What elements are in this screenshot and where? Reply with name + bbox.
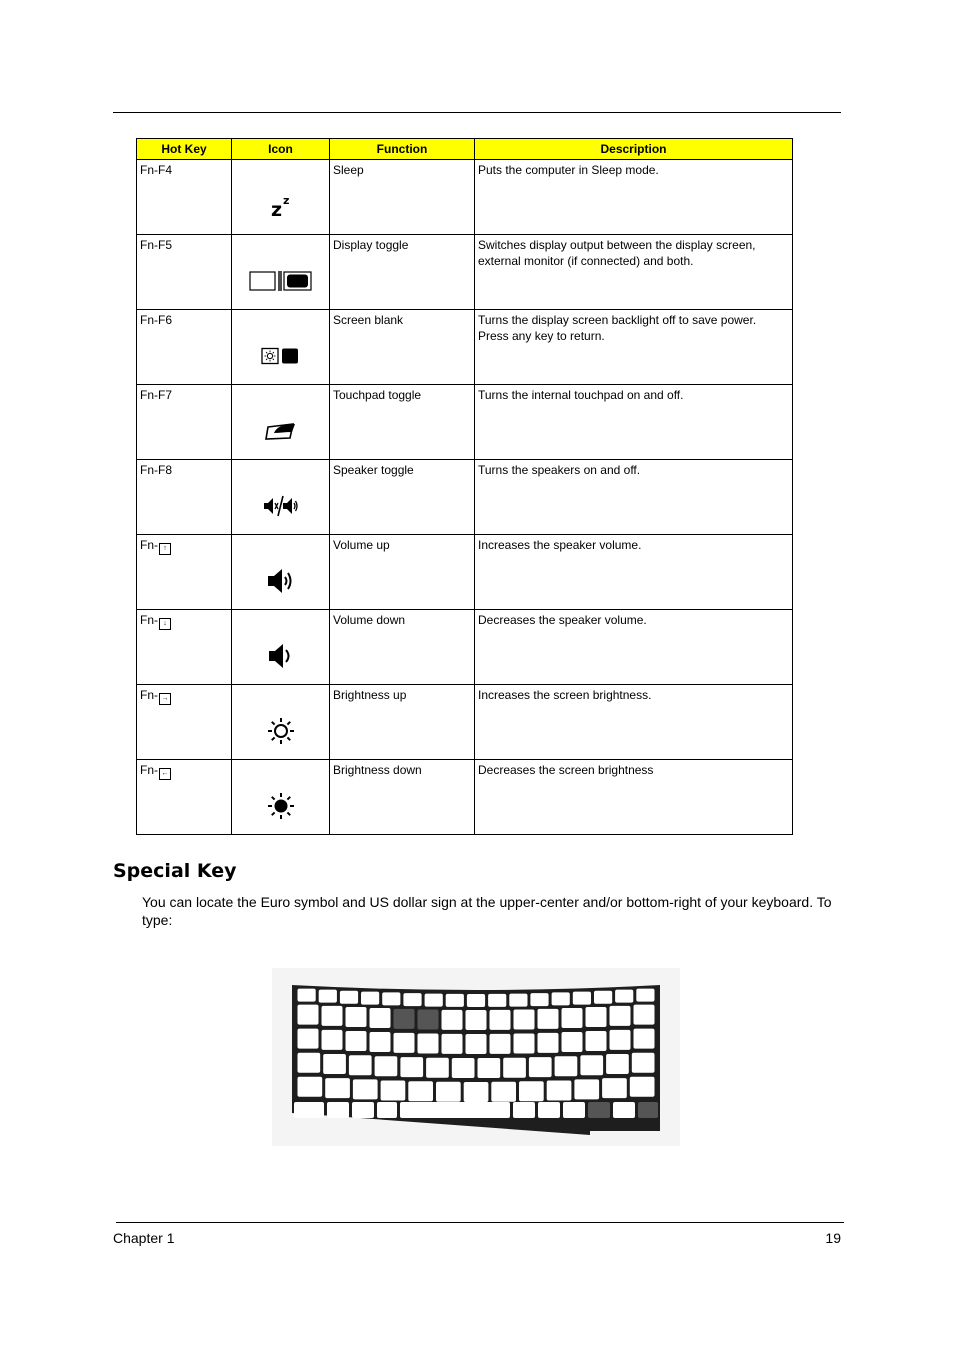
keyboard-key (538, 1033, 559, 1053)
keyboard-key (323, 1054, 346, 1074)
table-row (137, 310, 793, 385)
description-cell: Turns the display screen backlight off to save power. Press any key to return. (475, 310, 793, 385)
volume-down-icon (267, 642, 295, 670)
function-cell: Volume down (330, 610, 475, 685)
arrow-left-key-icon: ← (159, 768, 171, 780)
keyboard-key (377, 1102, 397, 1118)
arrow-right-key-icon: → (159, 693, 171, 705)
keyboard-key (382, 992, 400, 1005)
function-cell: Speaker toggle (330, 460, 475, 535)
hot-key-label: Fn-F5 (140, 238, 173, 252)
hot-key-label: Fn- (140, 688, 158, 702)
currency-key (418, 1010, 439, 1030)
keyboard-key (319, 990, 337, 1003)
hot-key-cell (137, 385, 232, 460)
keyboard-key (400, 1057, 423, 1077)
keyboard-key (298, 1029, 319, 1049)
table-row (137, 685, 793, 760)
keyboard-key (606, 1054, 629, 1074)
keyboard-key (478, 1058, 501, 1078)
keyboard-key (615, 990, 633, 1003)
currency-key (394, 1009, 415, 1029)
table-row (137, 235, 793, 310)
keyboard-key (298, 1077, 323, 1097)
keyboard-key (466, 1010, 487, 1030)
keyboard-key (574, 1079, 599, 1099)
hot-key-label: Fn-F6 (140, 313, 173, 327)
keyboard-key (425, 994, 443, 1007)
keyboard-key (610, 1030, 631, 1050)
keyboard-key (381, 1081, 406, 1101)
icon-cell (232, 385, 330, 460)
icon-cell (232, 535, 330, 610)
keyboard-key (602, 1078, 627, 1098)
keyboard-key (562, 1032, 583, 1052)
keyboard-key (636, 989, 654, 1002)
description-cell: Switches display output between the display screen, external monitor (if connected) and both. (475, 235, 793, 310)
header-function: Function (330, 139, 475, 160)
keyboard-key (586, 1031, 607, 1051)
keyboard-key (467, 994, 485, 1007)
footer-page-number: 19 (825, 1230, 841, 1246)
keyboard-key (403, 993, 421, 1006)
screen-blank-icon (261, 347, 301, 365)
hot-key-cell (137, 460, 232, 535)
keyboard-key (298, 989, 316, 1002)
icon-cell (232, 235, 330, 310)
icon-cell (232, 610, 330, 685)
brightness-up-icon (267, 717, 295, 745)
keyboard-key (349, 1055, 372, 1075)
keyboard-key (586, 1007, 607, 1027)
keyboard-key (325, 1078, 350, 1098)
keyboard-key (513, 1102, 535, 1118)
keyboard-key (594, 991, 612, 1004)
keyboard-key (464, 1082, 489, 1102)
description-cell: Turns the internal touchpad on and off. (475, 385, 793, 460)
keyboard-key (514, 1034, 535, 1054)
section-title: Special Key (113, 860, 237, 882)
volume-up-icon (267, 567, 295, 595)
icon-cell (232, 310, 330, 385)
keyboard-key (514, 1010, 535, 1030)
table-row (137, 610, 793, 685)
hot-key-cell (137, 535, 232, 610)
keyboard-key (634, 1029, 655, 1049)
keyboard-key (509, 994, 527, 1007)
description-cell: Increases the screen brightness. (475, 685, 793, 760)
hot-key-label: Fn-F8 (140, 463, 173, 477)
section-intro: You can locate the Euro symbol and US dollar sign at the upper-center and/or bottom-right of your keyboard. To type: (142, 894, 832, 928)
hot-key-cell (137, 310, 232, 385)
table-row (137, 385, 793, 460)
keyboard-key (418, 1034, 439, 1054)
icon-cell (232, 160, 330, 235)
keyboard-key (361, 992, 379, 1005)
keyboard-key (394, 1033, 415, 1053)
svg-text:z: z (282, 194, 289, 207)
keyboard-key (408, 1081, 433, 1101)
hot-key-label: Fn- (140, 763, 158, 777)
hot-key-label: Fn- (140, 613, 158, 627)
table-header-row (137, 139, 793, 160)
description-cell: Turns the speakers on and off. (475, 460, 793, 535)
currency-key (638, 1102, 658, 1118)
sleep-icon (268, 193, 294, 219)
keyboard-key (530, 993, 548, 1006)
arrow-down-key-icon: ↓ (159, 618, 171, 630)
table-row (137, 760, 793, 835)
keyboard-key (490, 1034, 511, 1054)
function-cell: Brightness up (330, 685, 475, 760)
keyboard-key (491, 1082, 516, 1102)
touchpad-icon (265, 421, 297, 441)
table-row (137, 160, 793, 235)
keyboard-key (327, 1102, 349, 1118)
table-row (137, 460, 793, 535)
function-cell: Display toggle (330, 235, 475, 310)
keyboard-key (563, 1102, 585, 1118)
keyboard-key (352, 1102, 374, 1118)
keyboard-key (573, 992, 591, 1005)
keyboard-key (529, 1057, 552, 1077)
hot-key-label: Fn-F4 (140, 163, 173, 177)
speaker-toggle-icon (263, 495, 299, 517)
keyboard-key (370, 1008, 391, 1028)
keyboard-illustration (272, 968, 680, 1146)
keyboard-key (446, 994, 464, 1007)
description-cell: Puts the computer in Sleep mode. (475, 160, 793, 235)
display-toggle-icon (249, 270, 313, 292)
keyboard-key (538, 1102, 560, 1118)
header-description: Description (475, 139, 793, 160)
hot-key-cell (137, 235, 232, 310)
keyboard-key (547, 1081, 572, 1101)
hot-key-label: Fn- (140, 538, 158, 552)
keyboard-key (340, 991, 358, 1004)
keyboard-key (630, 1077, 655, 1097)
keyboard-key (353, 1079, 378, 1099)
keyboard-key (298, 1005, 319, 1025)
keyboard-key (442, 1034, 463, 1054)
description-cell: Decreases the speaker volume. (475, 610, 793, 685)
keyboard-key (452, 1058, 475, 1078)
footer-chapter: Chapter 1 (113, 1230, 175, 1246)
keyboard-key (488, 994, 506, 1007)
hot-key-label: Fn-F7 (140, 388, 173, 402)
keyboard-key (298, 1053, 321, 1073)
hot-key-cell (137, 610, 232, 685)
function-cell: Screen blank (330, 310, 475, 385)
keyboard-key (375, 1056, 398, 1076)
keyboard-key (632, 1053, 655, 1073)
function-cell: Touchpad toggle (330, 385, 475, 460)
footer-rule (116, 1222, 844, 1223)
keyboard-key (442, 1010, 463, 1030)
keyboard-key (610, 1006, 631, 1026)
header-icon: Icon (232, 139, 330, 160)
hot-key-cell (137, 685, 232, 760)
keyboard-key (436, 1082, 461, 1102)
currency-key (588, 1102, 610, 1118)
hot-key-cell (137, 760, 232, 835)
keyboard-key (580, 1055, 603, 1075)
spacebar-key (400, 1102, 510, 1118)
icon-cell (232, 760, 330, 835)
arrow-up-key-icon: ↑ (159, 543, 171, 555)
svg-text:z: z (270, 199, 282, 219)
header-rule (113, 112, 841, 113)
keyboard-key (552, 992, 570, 1005)
hotkey-table (136, 138, 793, 835)
keyboard-key (519, 1081, 544, 1101)
keyboard-key (322, 1006, 343, 1026)
keyboard-key (346, 1007, 367, 1027)
keyboard-key (634, 1005, 655, 1025)
keyboard-key (322, 1030, 343, 1050)
brightness-down-icon (267, 792, 295, 820)
keyboard-key (503, 1058, 526, 1078)
description-cell: Decreases the screen brightness (475, 760, 793, 835)
keyboard-key (555, 1056, 578, 1076)
keyboard-key (466, 1034, 487, 1054)
keyboard-key (294, 1102, 324, 1118)
function-cell: Sleep (330, 160, 475, 235)
keyboard-key (613, 1102, 635, 1118)
icon-cell (232, 685, 330, 760)
icon-cell (232, 460, 330, 535)
keyboard-key (538, 1009, 559, 1029)
hot-key-cell (137, 160, 232, 235)
table-row (137, 535, 793, 610)
keyboard-key (370, 1032, 391, 1052)
keyboard-key (426, 1058, 449, 1078)
description-cell: Increases the speaker volume. (475, 535, 793, 610)
keyboard-key (562, 1008, 583, 1028)
keyboard-key (346, 1031, 367, 1051)
keyboard-key (490, 1010, 511, 1030)
function-cell: Volume up (330, 535, 475, 610)
function-cell: Brightness down (330, 760, 475, 835)
header-hot-key: Hot Key (137, 139, 232, 160)
